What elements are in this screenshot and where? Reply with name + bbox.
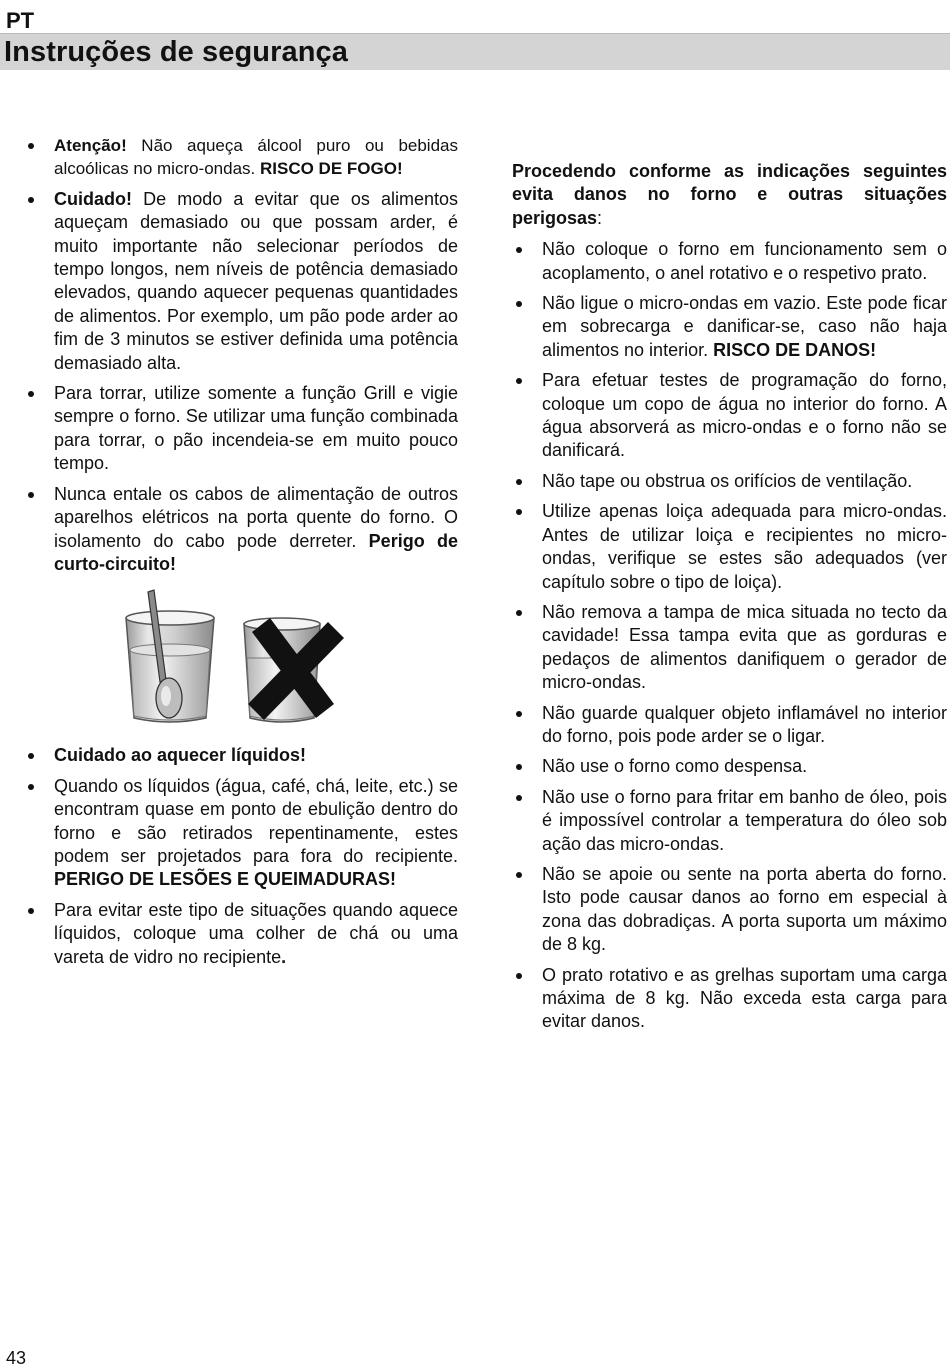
item-text: Não se apoie ou sente na porta aberta do forno. Isto pode causar danos ao forno em especial à zona das dobradiças. A porta suporta um máximo de 8 kg.: [542, 863, 947, 955]
item-text: Não use o forno como despensa.: [542, 756, 808, 777]
language-code: PT: [6, 8, 35, 33]
list-item: [512, 863, 947, 957]
list-item: [24, 382, 458, 476]
list-item: [512, 500, 947, 594]
item-text: Utilize apenas loiça adequada para micro-ondas. Antes de utilizar loiça e recipientes no micro-ondas, verifique se estes são adequados (ver capítulo sobre o tipo de loiça).: [542, 501, 947, 592]
item-text: Nunca entale os cabos de alimentação de outros aparelhos elétricos na porta quente do forno. O isolamento do cabo pode derreter.: [54, 483, 458, 551]
item-bold-warning: PERIGO DE LESÕES E QUEIMADURAS!: [54, 869, 397, 890]
item-text: Não guarde qualquer objeto inflamável no interior do forno, pois pode arder se o ligar.: [542, 702, 947, 746]
item-text: Não ligue o micro-ondas em vazio. Este pode ficar em sobrecarga e danificar-se, caso não haja alimentos no interior.: [542, 293, 947, 360]
item-bold-warning: RISCO DE FOGO!: [259, 159, 403, 179]
item-bold-lead: Cuidado ao aquecer líquidos!: [54, 745, 307, 766]
right-safety-list: [512, 238, 947, 1034]
item-text: Não tape ou obstrua os orifícios de ventilação.: [542, 470, 913, 491]
list-item: [24, 483, 458, 577]
right-intro-text: Procedendo conforme as indicações seguintes evita danos no forno e outras situações perigosas: [512, 161, 947, 228]
glass-crossed-out-icon: [244, 618, 344, 722]
item-text: Não remova a tampa de mica situada no tecto da cavidade! Essa tampa evita que as gorduras e pedaços de alimentos danifiquem o gerador de micro-ondas.: [542, 601, 947, 693]
item-text: O prato rotativo e as grelhas suportam uma carga máxima de 8 kg. Não exceda esta carga para evitar danos.: [542, 964, 947, 1032]
item-bold-lead: Atenção!: [54, 136, 127, 155]
glass-with-spoon-icon: [126, 590, 214, 722]
item-text: Para evitar este tipo de situações quando aquece líquidos, coloque uma colher de chá ou uma vareta de vidro no recipiente: [54, 899, 458, 967]
item-bold-warning: RISCO DE DANOS!: [713, 339, 877, 360]
page-title: Instruções de segurança: [4, 36, 348, 68]
list-item: [24, 134, 458, 181]
list-item: [512, 755, 947, 778]
item-text: Para efetuar testes de programação do forno, coloque um copo de água no interior do forno. A água absorverá as micro-ondas e o forno não se danificará.: [542, 370, 947, 461]
item-text: De modo a evitar que os alimentos aqueçam demasiado ou que possam arder, é muito importante não selecionar períodos de tempo longos, nem níveis de potência demasiado elevados, quando aquecer pequenas quantidades de alimentos. Por exemplo, um pão pode arder ao fim de 3 minutos se estiver definida uma potência demasiado alta.: [54, 188, 458, 373]
list-item: [512, 786, 947, 856]
item-text: Não coloque o forno em funcionamento sem o acoplamento, o anel rotativo e o respetivo prato.: [542, 239, 947, 283]
left-column: [24, 134, 458, 976]
glasses-illustration: [114, 588, 374, 728]
right-column: [512, 160, 947, 1041]
list-item: [512, 369, 947, 463]
list-item: [512, 702, 947, 749]
item-bold-warning: Perigo de curto-circuito!: [54, 530, 458, 574]
list-item: [512, 601, 947, 695]
list-item: [512, 470, 947, 493]
list-item: [512, 964, 947, 1034]
title-bar: [0, 33, 950, 70]
list-item: [24, 899, 458, 969]
item-text: Para torrar, utilize somente a função Grill e vigie sempre o forno. Se utilizar uma função combinada para torrar, o pão incendeia-se em muito pouco tempo.: [54, 383, 458, 474]
liquid-heating-illustration: [24, 588, 458, 738]
list-item: [24, 775, 458, 892]
left-safety-list: [24, 134, 458, 576]
item-text: Não aqueça álcool puro ou bebidas alcoólicas no micro-ondas.: [54, 136, 458, 179]
list-item: [24, 744, 458, 767]
item-text: Não use o forno para fritar em banho de óleo, pois é impossível controlar a temperatura do óleo sob ação das micro-ondas.: [542, 786, 947, 854]
right-intro-colon: :: [597, 207, 603, 228]
list-item: [512, 238, 947, 285]
item-bold-warning: .: [281, 946, 287, 967]
right-intro: [512, 160, 947, 230]
list-item: [24, 188, 458, 375]
liquids-safety-list: [24, 744, 458, 969]
item-bold-lead: Cuidado!: [54, 188, 132, 209]
list-item: [512, 292, 947, 362]
item-text: Quando os líquidos (água, café, chá, leite, etc.) se encontram quase em ponto de ebulição dentro do forno e são retirados repentinamente, estes podem ser projetados para fora do recipiente.: [54, 775, 458, 866]
page-number: 43: [6, 1348, 27, 1368]
